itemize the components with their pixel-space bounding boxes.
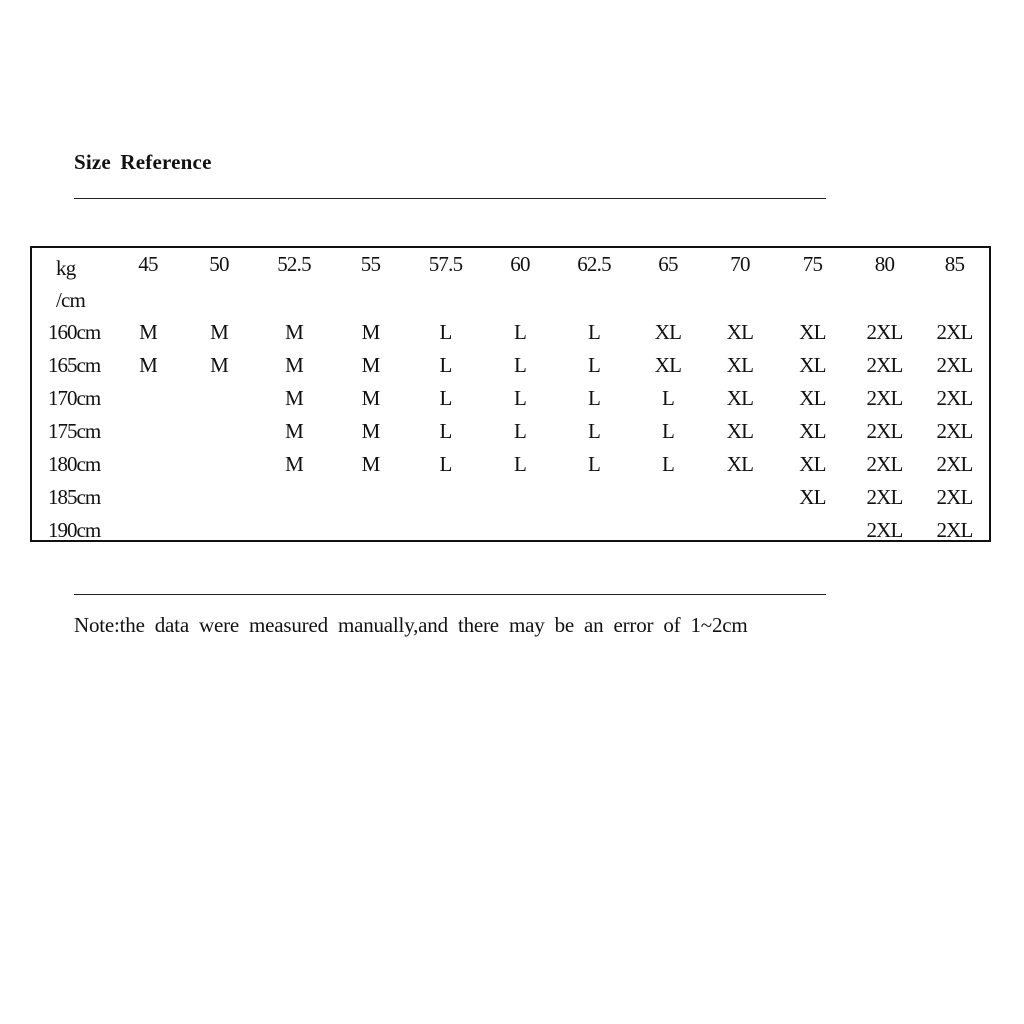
- size-cell: [776, 514, 849, 547]
- corner-unit-kg: kg: [56, 256, 76, 280]
- table-row: [32, 514, 989, 547]
- size-cell: [704, 514, 776, 547]
- table-body: [32, 248, 989, 547]
- size-cell: 2XL: [936, 518, 973, 542]
- size-cell: M: [210, 320, 228, 344]
- size-cell: L: [439, 452, 452, 476]
- size-cell: 2XL: [866, 353, 903, 377]
- size-cell: [112, 448, 184, 481]
- size-cell: L: [513, 419, 527, 443]
- table-row: [32, 382, 989, 415]
- size-cell: L: [587, 386, 601, 410]
- size-cell: XL: [726, 353, 754, 377]
- weight-header: 80: [874, 252, 895, 276]
- size-cell: M: [285, 320, 303, 344]
- size-cell: 2XL: [936, 353, 973, 377]
- size-cell: [112, 382, 184, 415]
- size-cell: [407, 481, 484, 514]
- weight-header: 52.5: [277, 252, 311, 276]
- size-cell: 2XL: [936, 485, 973, 509]
- height-label: 175cm: [48, 419, 101, 443]
- size-cell: M: [139, 320, 157, 344]
- height-label: 190cm: [48, 518, 101, 542]
- size-cell: 2XL: [936, 386, 973, 410]
- size-cell: 2XL: [936, 320, 973, 344]
- size-cell: [112, 481, 184, 514]
- size-cell: M: [285, 386, 303, 410]
- size-cell: [254, 481, 334, 514]
- size-cell: [184, 481, 254, 514]
- table-row: [32, 415, 989, 448]
- size-cell: [484, 514, 556, 547]
- size-cell: M: [361, 353, 380, 377]
- weight-header: 57.5: [428, 252, 463, 276]
- weight-header: 62.5: [577, 252, 611, 276]
- size-cell: 2XL: [936, 452, 973, 476]
- size-cell: XL: [799, 386, 826, 410]
- weight-header: 70: [730, 252, 750, 276]
- size-cell: L: [439, 353, 452, 377]
- weight-header: 55: [360, 252, 381, 276]
- size-cell: L: [513, 353, 527, 377]
- size-cell: M: [285, 419, 303, 443]
- size-cell: 2XL: [866, 320, 903, 344]
- table-row: [32, 316, 989, 349]
- size-cell: M: [139, 353, 157, 377]
- size-cell: L: [439, 386, 452, 410]
- size-cell: L: [661, 452, 675, 476]
- size-cell: 2XL: [936, 419, 973, 443]
- header-row: [32, 248, 989, 316]
- size-cell: L: [439, 419, 452, 443]
- height-label: 170cm: [48, 386, 101, 410]
- size-cell: XL: [726, 386, 754, 410]
- height-label: 165cm: [48, 353, 101, 377]
- size-cell: 2XL: [866, 386, 903, 410]
- size-cell: M: [361, 419, 380, 443]
- size-cell: [184, 514, 254, 547]
- page-title: Size Reference: [74, 150, 212, 174]
- size-cell: M: [285, 353, 303, 377]
- size-cell: L: [587, 320, 601, 344]
- size-table: [30, 246, 991, 542]
- size-cell: [112, 514, 184, 547]
- size-cell: [632, 514, 704, 547]
- height-label: 160cm: [48, 320, 101, 344]
- size-cell: M: [361, 386, 380, 410]
- size-cell: [556, 514, 632, 547]
- weight-header: 85: [944, 252, 965, 276]
- size-cell: L: [439, 320, 452, 344]
- size-cell: L: [513, 320, 527, 344]
- size-cell: XL: [654, 320, 682, 344]
- size-cell: 2XL: [866, 419, 903, 443]
- table-row: [32, 481, 989, 514]
- bottom-divider: [74, 594, 826, 595]
- size-cell: XL: [799, 320, 826, 344]
- size-cell: XL: [799, 485, 826, 509]
- size-cell: [407, 514, 484, 547]
- size-cell: [334, 514, 407, 547]
- weight-header: 65: [658, 252, 678, 276]
- size-grid: [32, 248, 989, 547]
- size-cell: [184, 448, 254, 481]
- weight-header: 75: [802, 252, 823, 276]
- size-cell: [556, 481, 632, 514]
- size-cell: 2XL: [866, 452, 903, 476]
- height-label: 185cm: [48, 485, 101, 509]
- size-cell: 2XL: [866, 485, 903, 509]
- top-divider: [74, 198, 826, 199]
- size-cell: [334, 481, 407, 514]
- size-cell: M: [210, 353, 228, 377]
- size-cell: [254, 514, 334, 547]
- size-cell: [484, 481, 556, 514]
- size-cell: M: [361, 320, 380, 344]
- size-cell: 2XL: [866, 518, 903, 542]
- size-cell: XL: [799, 419, 826, 443]
- size-cell: XL: [726, 320, 754, 344]
- size-cell: XL: [799, 353, 826, 377]
- size-cell: M: [285, 452, 303, 476]
- size-cell: M: [361, 452, 380, 476]
- corner-unit-cm: /cm: [56, 288, 86, 312]
- size-cell: L: [513, 386, 527, 410]
- size-cell: L: [587, 353, 601, 377]
- size-cell: [112, 415, 184, 448]
- size-cell: XL: [726, 452, 754, 476]
- size-cell: L: [513, 452, 527, 476]
- weight-header: 60: [510, 252, 530, 276]
- size-cell: L: [587, 419, 601, 443]
- size-cell: [184, 382, 254, 415]
- size-cell: XL: [726, 419, 754, 443]
- size-cell: [704, 481, 776, 514]
- size-cell: L: [661, 386, 675, 410]
- height-label: 180cm: [48, 452, 101, 476]
- size-cell: L: [587, 452, 601, 476]
- size-cell: XL: [654, 353, 682, 377]
- size-cell: L: [661, 419, 675, 443]
- size-cell: [632, 481, 704, 514]
- weight-header: 50: [209, 252, 229, 276]
- corner-cell: [32, 248, 112, 316]
- measurement-note: Note:the data were measured manually,and there may be an error of 1~2cm: [74, 613, 748, 637]
- table-row: [32, 448, 989, 481]
- size-cell: XL: [799, 452, 826, 476]
- table-row: [32, 349, 989, 382]
- size-cell: [184, 415, 254, 448]
- weight-header: 45: [138, 252, 158, 276]
